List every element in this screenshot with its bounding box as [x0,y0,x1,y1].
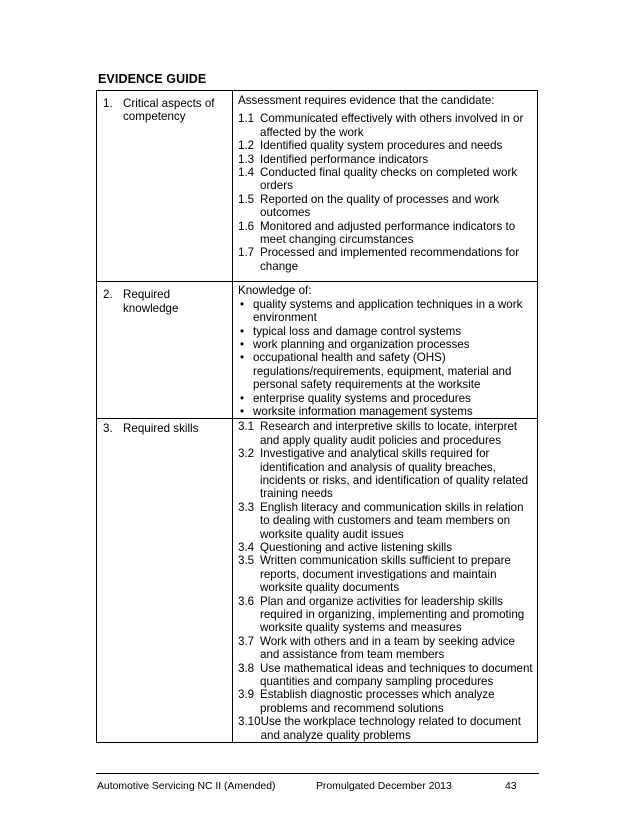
list-item [238,193,533,220]
footer-divider [96,773,539,774]
list-item [238,338,533,351]
item-number: 3.2 [238,447,255,461]
bullet-icon: • [240,324,245,338]
item-number: 3.7 [238,634,255,648]
bullet-icon: • [240,337,245,351]
row-label: Critical aspects of competency [123,97,215,124]
item-number: 1.6 [238,219,255,233]
item-text: Questioning and active listening skills [260,541,453,554]
list-item [238,541,533,554]
item-text: Investigative and analytical skills required for identification and analysis of quality breaches, incidents or risks, and identification of quality related training needs [260,447,529,501]
list-item [238,635,533,662]
footer-page-number: 43 [505,781,517,792]
item-text: work planning and organization processes [253,337,470,351]
item-text: Processed and implemented recommendations for change [260,246,520,273]
item-text: English literacy and communication skills in relation to dealing with customers and team members on worksite quality audit issues [260,500,524,541]
bullet-icon: • [240,351,245,365]
item-text: enterprise quality systems and procedures [253,391,471,405]
row-number: 3. [103,422,113,436]
item-number: 1.1 [238,112,255,126]
bullet-icon: • [240,297,245,311]
bullet-icon: • [240,391,245,405]
row-label: Required skills [123,422,199,436]
row-number: 1. [103,97,113,110]
item-text: Plan and organize activities for leadership skills required in organizing, implementing and promoting worksite quality systems and measures [260,594,525,635]
table-row [97,419,538,743]
list-item [238,662,533,689]
row-content-cell [233,282,538,419]
item-number: 3.4 [238,541,255,554]
evidence-guide-heading: EVIDENCE GUIDE [98,72,207,86]
list-item [238,688,533,715]
evidence-guide-table [96,90,538,743]
item-text: Communicated effectively with others involved in or affected by the work [260,112,524,139]
list-item [238,595,533,635]
item-number: 3.1 [238,420,255,434]
item-text: occupational health and safety (OHS) regulations/requirements, equipment, material and personal safety requirements at the worksite [253,351,512,392]
item-number: 3.10 [238,715,261,729]
list-item [238,715,533,742]
list-item [238,420,533,447]
list-item [238,351,533,391]
item-number: 3.6 [238,594,255,608]
item-number: 3.8 [238,661,255,675]
item-number: 3.5 [238,554,255,568]
item-number: 1.2 [238,139,255,153]
item-text: typical loss and damage control systems [253,324,462,338]
item-number: 3.9 [238,688,255,702]
list-item [238,405,533,418]
list-item [238,392,533,405]
item-text: Written communication skills sufficient to prepare reports, document investigations and maintain worksite quality documents [260,554,511,595]
list-item [238,501,533,541]
list-item [238,447,533,501]
list-item [238,220,533,247]
list-item [238,139,533,152]
item-text: Research and interpretive skills to locate, interpret and apply quality audit policies and procedures [260,420,518,447]
row-intro: Assessment requires evidence that the candidate: [238,94,495,107]
list-item [238,325,533,338]
row-content-cell [233,91,538,282]
item-text: Conducted final quality checks on completed work orders [260,166,518,193]
list-item [238,112,533,139]
row-label-cell [97,91,233,282]
footer-document-title: Automotive Servicing NC II (Amended) [97,781,276,792]
item-text: Monitored and adjusted performance indicators to meet changing circumstances [260,219,516,247]
table-row [97,282,538,419]
item-text: Establish diagnostic processes which analyze problems and recommend solutions [260,688,495,715]
item-text: Use mathematical ideas and techniques to document quantities and company sampling procedures [260,661,533,689]
item-text: worksite information management systems [253,404,473,418]
list-item [238,166,533,193]
item-text: Reported on the quality of processes and work outcomes [260,192,500,220]
item-number: 3.3 [238,500,255,514]
bullet-icon: • [240,404,245,418]
list-item [238,153,533,166]
item-number: 1.5 [238,192,255,206]
row-label: Required knowledge [123,288,179,315]
item-number: 1.4 [238,166,255,180]
row-label-cell [97,282,233,419]
item-text: quality systems and application techniques in a work environment [253,297,523,325]
row-number: 2. [103,288,113,302]
row-intro: Knowledge of: [238,284,312,298]
list-item [238,246,533,273]
item-number: 1.3 [238,152,255,166]
row-label-cell [97,419,233,743]
item-text: Identified quality system procedures and needs [260,139,503,153]
list-item [238,554,533,594]
item-text: Identified performance indicators [260,152,429,166]
item-text: Work with others and in a team by seeking advice and assistance from team members [260,634,515,662]
footer-promulgation-date: Promulgated December 2013 [316,781,452,792]
row-content-cell [233,419,538,743]
item-text: Use the workplace technology related to document and analyze quality problems [260,715,521,742]
item-number: 1.7 [238,246,255,260]
list-item [238,298,533,325]
table-row [97,91,538,282]
